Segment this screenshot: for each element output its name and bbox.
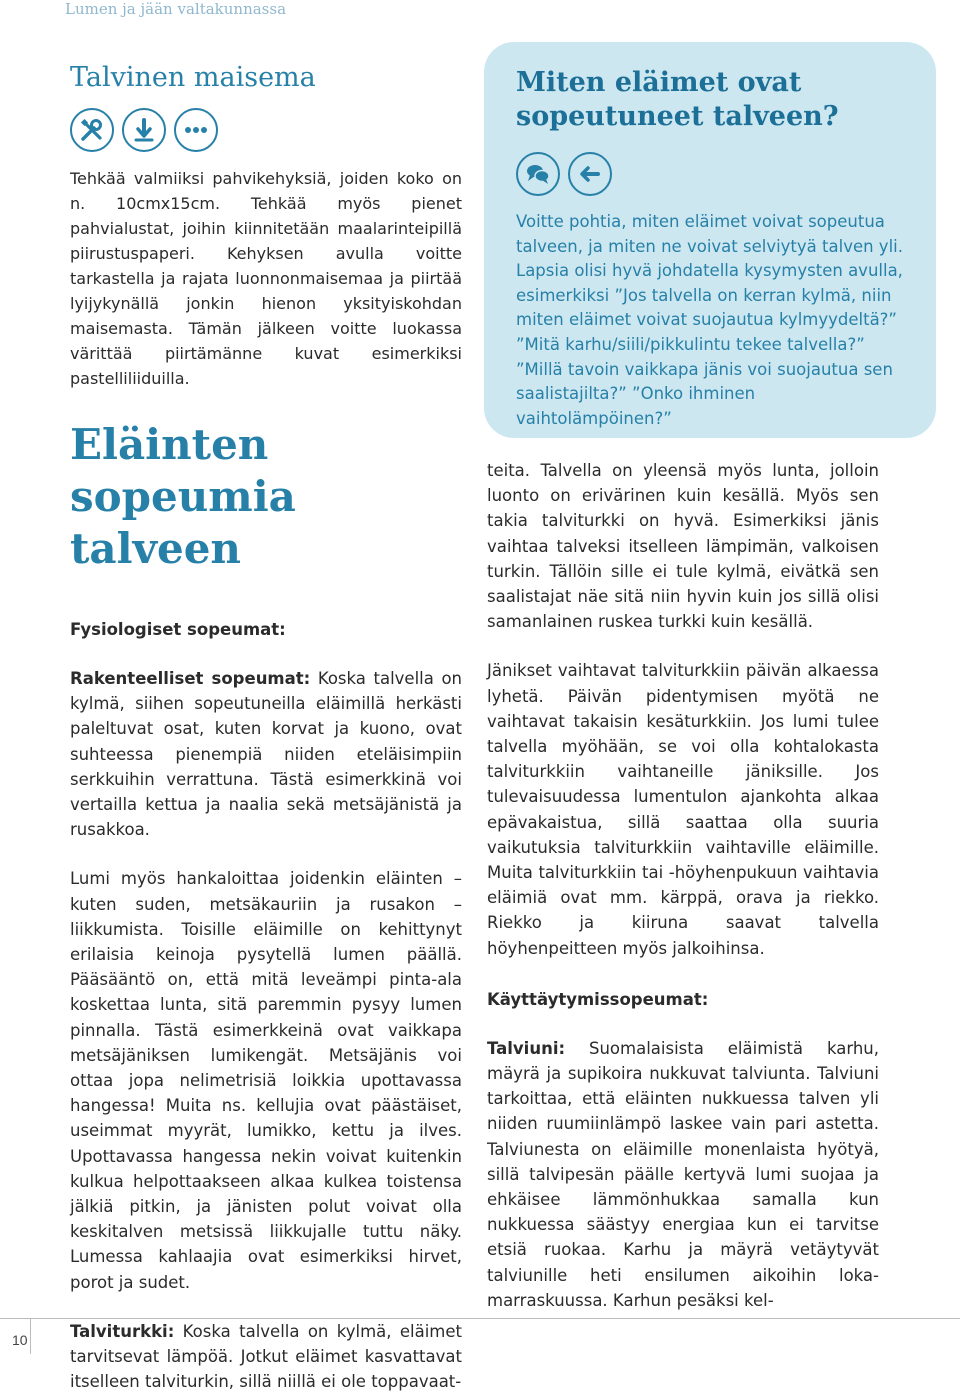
section-title-talvinen-maisema: Talvinen maisema (70, 62, 316, 93)
page-number: 10 (12, 1332, 28, 1348)
paragraph-winter-coat (70, 1319, 462, 1394)
download-icon (122, 108, 166, 152)
paragraph-hares: Jänikset vaihtavat talviturkkiin päivän alkaessa lyhetä. Päivän pidentymisen myötä ne vaihtavat takaisin kesäturkkiin. Jos lumi tulee talvella myöhään, se voi olla kohtalokasta talviturkkiin vaihtaneille jäniksille. Jos tulevaisuudessa lumentulon ajankohta alkaa epävakaistua, sillä saattaa olla suuria vaikutuksia talviturkkiin vaihtaville eläimille. Muita talviturkkiin tai -höyhenpukuun vaihtavia eläimiä ovat mm. kärppä, orava ja riekko. Riekko ja kiiruna saavat talvella höyhenpeitteen myös jalkoihinsa. (487, 661, 879, 958)
box-text: Voitte pohtia, miten eläimet voivat sopeutua talveen, ja miten ne voivat selviytyä talven yli. Lapsia olisi hyvä johdatella kysymysten avulla, esimerkiksi ”Jos talvella on kerran kylmä, niin miten eläimet voivat suojautua kylmyydeltä?” ”Mitä karhu/siili/pikkulintu tekee talvella?” ”Millä tavoin vaikkapa jänis voi suojautua sen saalistajilta?” ”Onko ihminen vaihtolämpöinen?” (516, 212, 903, 428)
more-icon (174, 108, 218, 152)
winter-coat-text: Koska talvella on kylmä, eläimet tarvitsevat lämpöä. Jotkut eläimet kasvattavat itselleen talviturkin, sillä niillä ei ole toppavaat- (70, 1321, 462, 1392)
term-hibernation: Talviuni: (487, 1038, 566, 1058)
box-title: Miten eläimet ovat sopeutuneet talveen? (516, 67, 839, 132)
footer-rule (0, 1318, 960, 1319)
term-winter-coat: Talviturkki: (70, 1321, 175, 1341)
paragraph-structural (70, 666, 462, 842)
section-title-line-2: talveen (70, 524, 241, 573)
running-head: Lumen ja jään valtakunnassa (65, 0, 287, 18)
hibernation-text: Suomalaisista eläimistä karhu, mäyrä ja supikoira nukkuvat talviunta. Talviuni tarkoittaa, että eläinten nukkuessa talven yli niiden ruumiinlämpö laskee vain pari astetta. Talviunesta on eläimille monenlaista hyötyä, sillä talvipesän päälle kertyvä lumi suojaa ja ehkäisee lämmönhukkaa samalla kun nukkuessa säästyy energiaa kun ei tarvitse etsiä ruokaa. Karhu ja mäyrä vetäytyvät talviunille heti ensilumen aikoihin loka-marraskuussa. Karhun pesäksi kel- (487, 1038, 879, 1310)
page-number-divider (30, 1318, 31, 1354)
right-column (487, 458, 879, 1313)
paragraph-snow: Lumi myös hankaloittaa joidenkin eläinten – kuten suden, metsäkauriin ja rusakon – liikkumista. Toisille eläimille on kehittynyt erilaisia keinoja pysytellä lumen päällä. Pääsääntö on, että mitä leveämpi pinta-ala koskettaa lunta, sitä paremmin pysyy lumen pinnalla. Tästä esimerkkeinä ovat vaikkapa metsäjäniksen lumikengät. Metsäjänis voi ottaa jopa nelimetrisiä loikkia upottavassa hangessa! Muita ns. kellujia ovat päästäiset, useimmat myyrät, lumikko, kettu ja ilves. Upottavassa hangessa nekin voivat kuitenkin kulkua helpottaakseen alkaa kulkea toistensa jälkiä pitkin, ja jänisten polut voivat olla keskitalven metsissä liikkujalle tuttu näky. Lumessa kahlaajia ovat esimerkiksi hirvet, porot ja sudet. (70, 869, 462, 1292)
section-title-line-1: Eläinten sopeumia (70, 420, 296, 521)
subhead-physiological: Fysiologiset sopeumat: (70, 620, 286, 639)
arrow-back-icon (568, 152, 612, 196)
left-column (70, 60, 462, 1394)
structural-text: Koska talvella on kylmä, siihen sopeutuneilla eläimillä herkästi paleltuvat osat, kuten korvat ja kuono, ovat suhteessa pienempiä niiden eteläisimpiin serkkuihin verrattuna. Tästä esimerkkinä voi vertailla kettua ja naalia sekä metsäjänistä ja rusakkoa. (70, 669, 462, 840)
subhead-behavioural: Käyttäytymissopeumat: (487, 989, 709, 1009)
term-structural: Rakenteelliset sopeumat: (70, 669, 311, 688)
tools-icon (70, 108, 114, 152)
paragraph-hibernation (487, 1036, 879, 1313)
discussion-icon (516, 152, 560, 196)
discussion-box (484, 42, 936, 438)
intro-paragraph: Tehkää valmiiksi pahvikehyksiä, joiden koko on n. 10cmx15cm. Tehkää myös pienet pahvialustat, joihin kiinnitetään maalarinteipillä piirustuspaperi. Kehyksen avulla voitte tarkastella ja rajata luonnonmaisemaa ja piirtää lyijykynällä jonkin hienon yksityiskohdan maisemasta. Tämän jälkeen voitte luokassa värittää piirtämänne kuvat esimerkiksi pastelliliiduilla. (70, 169, 462, 388)
paragraph-winter-coat-continued: teita. Talvella on yleensä myös lunta, jolloin luonto on erivärinen kuin kesällä. Myös sen takia talviturkki on hyvä. Esimerkiksi jänis vaihtaa talveksi itselleen lämpimän, valkoisen turkin. Tällöin sille ei tule kylmä, eivätkä sen saalistajat näe sitä niin hyvin kuin jos sillä olisi samanlainen ruskea turkki kuin kesällä. (487, 461, 879, 632)
activity-icons (70, 108, 462, 152)
box-icons (516, 152, 906, 196)
